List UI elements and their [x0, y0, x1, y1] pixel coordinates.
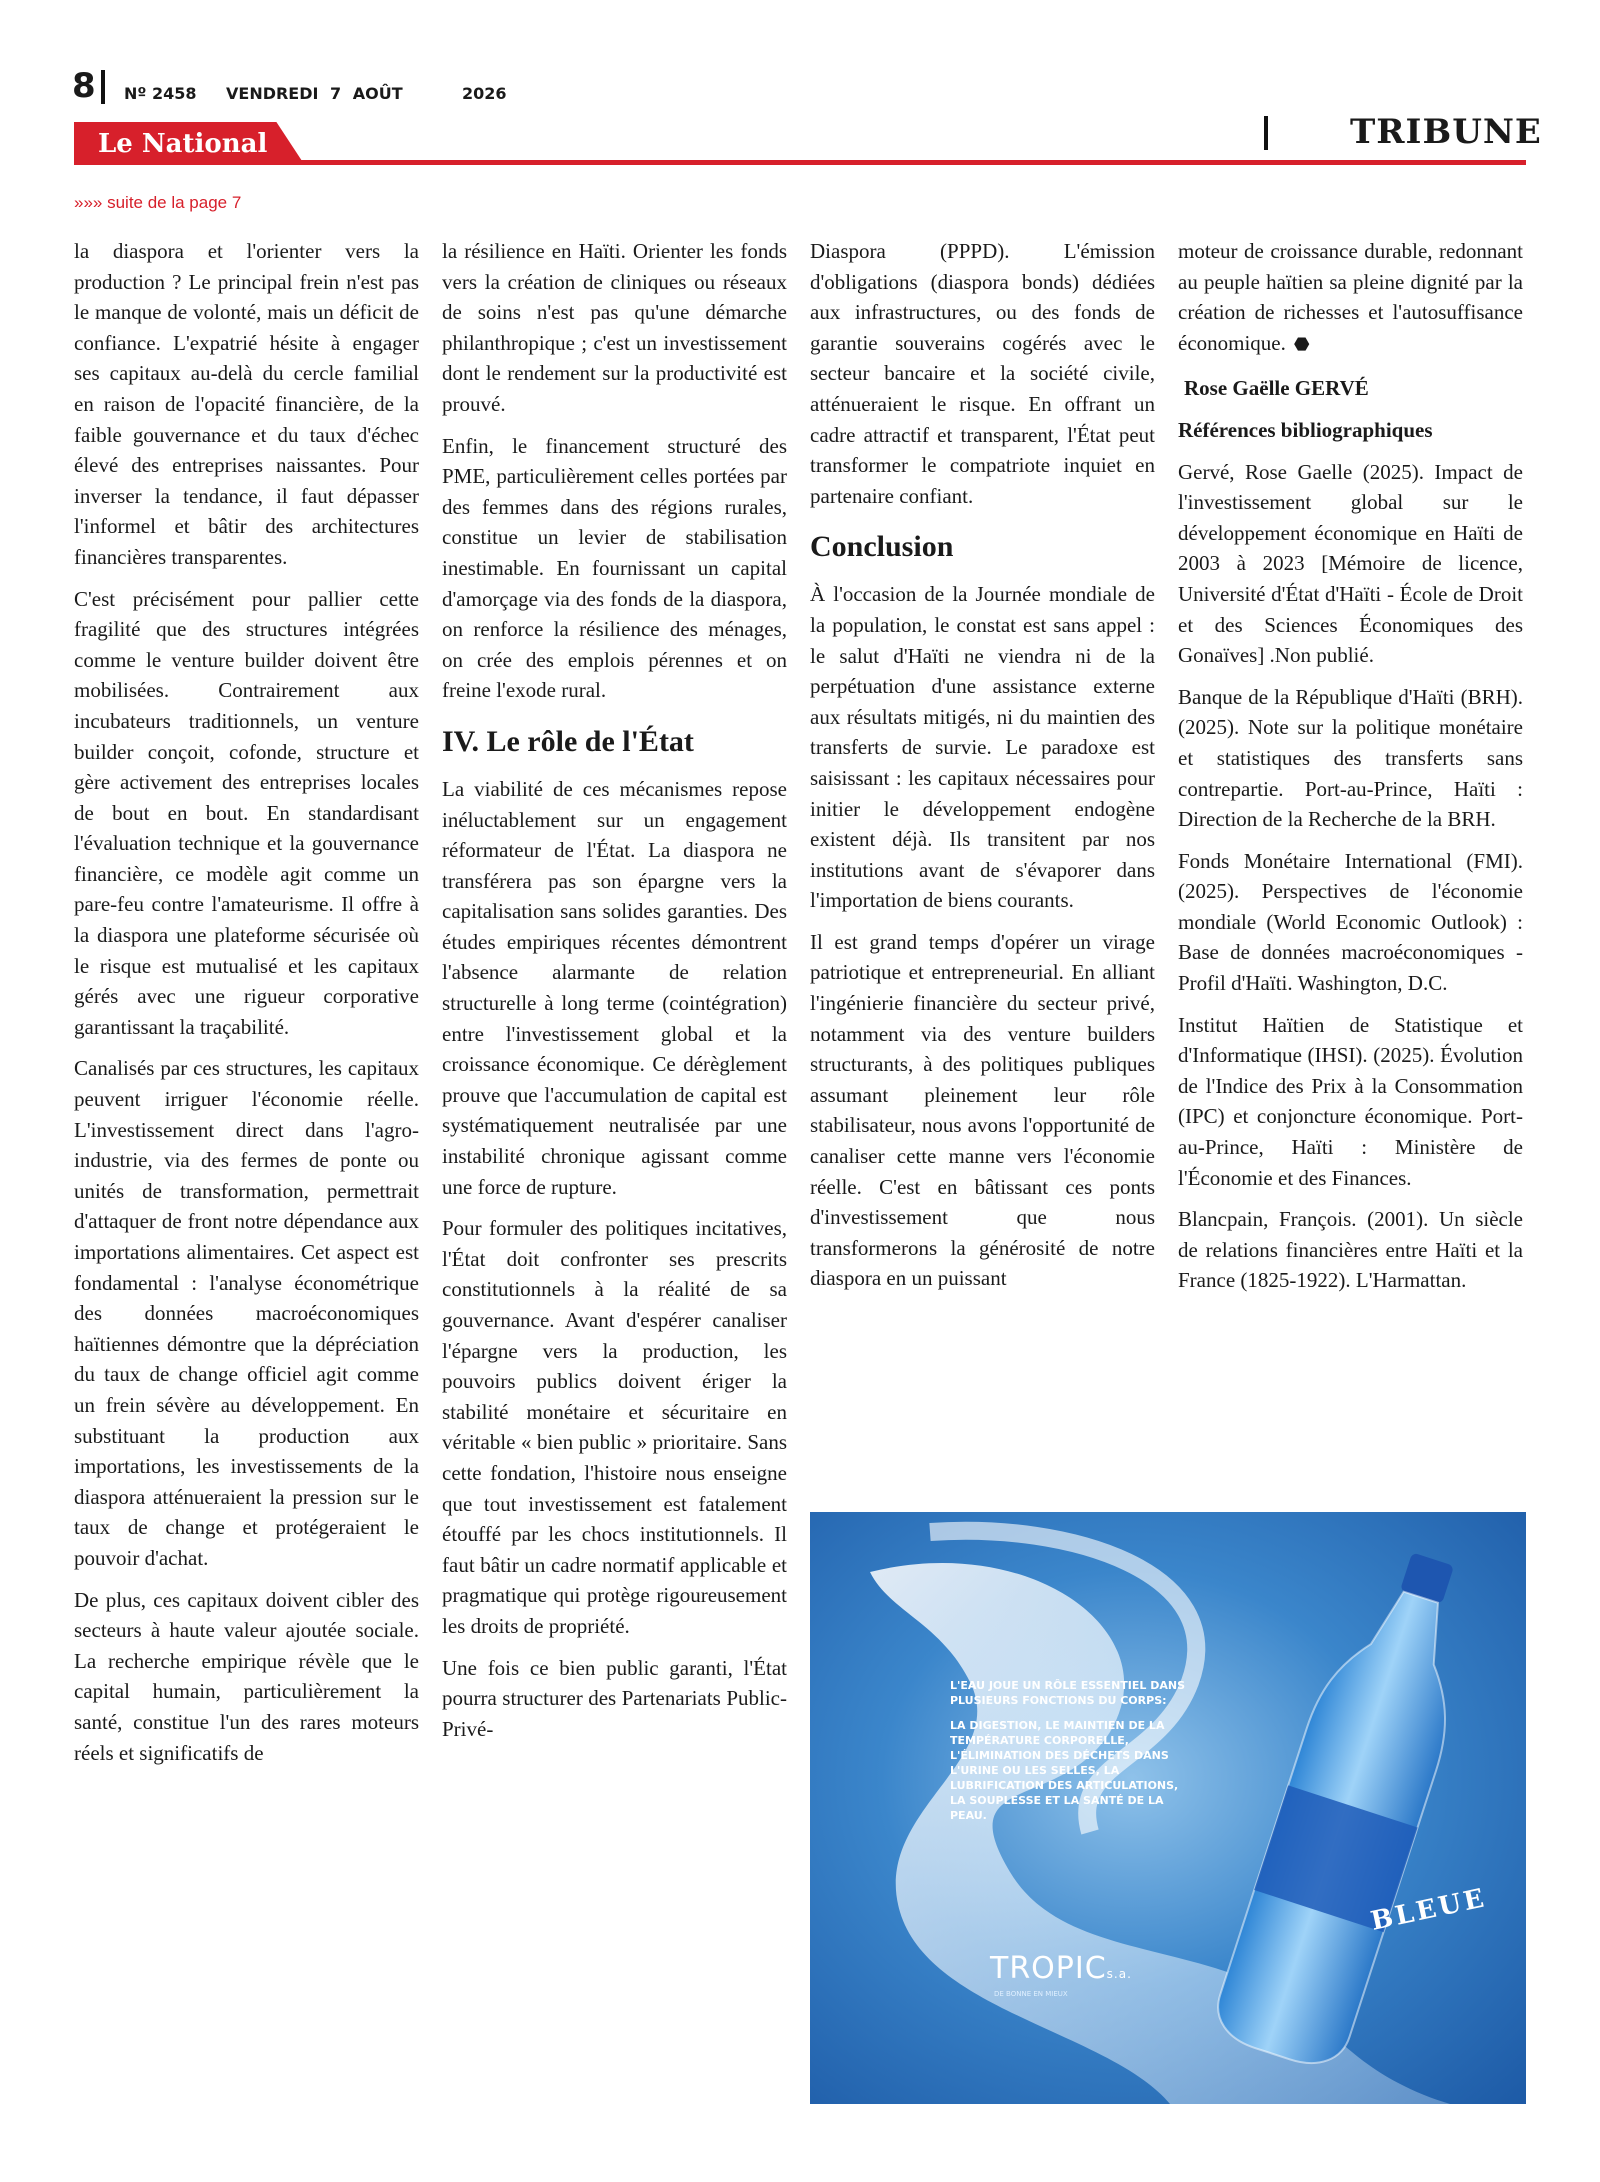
- logo-suffix: s.a.: [1106, 1967, 1132, 1981]
- page-number: 8: [72, 66, 96, 106]
- reference-item: Blancpain, François. (2001). Un siècle de relations financières entre Haïti et la France (1825-1922). L'Harmattan.: [1178, 1207, 1523, 1293]
- header-divider: [101, 70, 105, 104]
- reference-item: Fonds Monétaire International (FMI). (2025). Perspectives de l'économie mondiale (World Economic Outlook) : Base de données macroéconomiques - Profil d'Haïti. Washington, D.C.: [1178, 848, 1523, 996]
- ad-copy: [950, 1678, 1190, 1823]
- author-byline: Rose Gaëlle GERVÉ: [1184, 376, 1369, 401]
- logo-wordmark: TROPIC: [990, 1951, 1107, 1986]
- references-heading: Références bibliographiques: [1178, 417, 1433, 442]
- end-of-article-icon: ⬣: [1293, 333, 1310, 354]
- article-column-1: [74, 236, 419, 1779]
- reference-item: Gervé, Rose Gaelle (2025). Impact de l'investissement global sur le développement économique en Haïti de 2003 à 2023 [Mémoire de licence, Université d'État d'Haïti - École de Droit et des Sciences Économiques des Gonaïves] .Non publié.: [1178, 459, 1523, 668]
- continued-from-link[interactable]: »»» suite de la page 7: [74, 193, 242, 212]
- logo-tagline: DE BONNE EN MIEUX: [994, 1990, 1068, 1998]
- paragraph: la résilience en Haïti. Orienter les fonds vers la création de cliniques ou réseaux de soins n'est pas qu'une démarche philanthropique ; c'est un investissement dont le rendement sur la productivité est prouvé.: [442, 239, 787, 416]
- paragraph: Canalisés par ces structures, les capitaux peuvent irriguer l'économie réelle. L'investissement direct dans l'agro-industrie, via des fermes de ponte ou unités de transformation, permettrait d'attaquer de front notre dépendance aux importations alimentaires. Cet aspect est fondamental : l'analyse économétrique des données macroéconomiques haïtiennes démontre que la dépréciation du taux de change officiel agit comme un frein sévère au développement. En substituant la production aux importations, les investissements de la diaspora atténueraient la pression sur le taux de change et protégeraient le pouvoir d'achat.: [74, 1056, 419, 1570]
- section-heading: IV. Le rôle de l'État: [442, 724, 694, 758]
- newspaper-logo: Le National: [98, 129, 268, 159]
- reference-item: Banque de la République d'Haïti (BRH). (2025). Note sur la politique monétaire et statistiques des transferts sans contrepartie. Port-au-Prince, Haïti : Direction de la Recherche de la BRH.: [1178, 684, 1523, 832]
- water-advertisement: [810, 1512, 1526, 2104]
- ad-body: LA DIGESTION, LE MAINTIEN DE LA TEMPÉRATURE CORPORELLE, L'ÉLIMINATION DES DÉCHETS DANS L'URINE OU LES SELLES, LA LUBRIFICATION DES ARTICULATIONS, LA SOUPLESSE ET LA SANTÉ DE LA PEAU.: [950, 1719, 1179, 1822]
- reference-item: Institut Haïtien de Statistique et d'Informatique (IHSI). (2025). Évolution de l'Indice des Prix à la Consommation (IPC) et conjoncture économique. Port-au-Prince, Haïti : Ministère de l'Économie et des Finances.: [1178, 1012, 1523, 1190]
- paragraph: la diaspora et l'orienter vers la production ? Le principal frein n'est pas le manque de volonté, mais un déficit de confiance. L'expatrié hésite à engager ses capitaux au-delà du cercle familial en raison de l'opacité financière, de la faible gouvernance et du taux d'échec élevé des entreprises naissantes. Pour inverser la tendance, il faut dépasser l'informel et bâtir des architectures financières transparentes.: [74, 239, 419, 569]
- article-column-2: [442, 236, 787, 1755]
- bottle-brand-label: BLEUE: [1368, 1883, 1490, 1937]
- article-column-4: [1178, 236, 1523, 1307]
- paragraph: Il est grand temps d'opérer un virage patriotique et entrepreneurial. En alliant l'ingénierie financière du secteur privé, notamment via des venture builders structurants, à des politiques publiques assumant pleinement leur rôle stabilisateur, nous avons l'opportunité de canaliser cette manne vers l'économie réelle. C'est en bâtissant ces ponts d'investissement que nous transformerons la générosité de notre diaspora en un puissant: [810, 929, 1155, 1291]
- issue-number: Nº 2458: [124, 84, 197, 103]
- paragraph: Une fois ce bien public garanti, l'État pourra structurer des Partenariats Public-Privé-: [442, 1655, 787, 1741]
- issue-date: VENDREDI 7 AOÛT: [226, 84, 403, 103]
- article-column-3: [810, 236, 1155, 1516]
- section-divider: [1264, 116, 1268, 150]
- paragraph: Enfin, le financement structuré des PME, particulièrement celles portées par des femmes dans des régions rurales, constitue un levier de stabilisation inestimable. En fournissant un capital d'amorçage via des fonds de la diaspora, on renforce la résilience des ménages, on crée des emplois pérennes et on freine l'exode rural.: [442, 433, 787, 703]
- paragraph: Pour formuler des politiques incitatives, l'État doit confronter ses prescrits constitutionnels à la réalité de sa gouvernance. Avant d'espérer canaliser l'épargne vers la production, les pouvoirs publics doivent ériger la stabilité monétaire et sécuritaire en véritable « bien public » prioritaire. Sans cette fondation, l'histoire nous enseigne que tout investissement est fatalement étouffé par les chocs institutionnels. Il faut bâtir un cadre normatif applicable et pragmatique qui protège rigoureusement les droits de propriété.: [442, 1216, 787, 1638]
- paragraph: [1178, 236, 1523, 359]
- paragraph: C'est précisément pour pallier cette fragilité que des structures intégrées comme le venture builder doivent être mobilisées. Contrairement aux incubateurs traditionnels, un venture builder conçoit, cofonde, structure et gère activement des entreprises locales de bout en bout. En standardisant l'évaluation technique et la gouvernance financière, ce modèle agit comme un pare-feu contre l'amateurisme. Il offre à la diaspora une plateforme sécurisée où le risque est mutualisé et les capitaux gérés avec une rigueur corporative garantissant la traçabilité.: [74, 586, 419, 1039]
- advertiser-logo: [990, 1952, 1132, 1991]
- paragraph: Diaspora (PPPD). L'émission d'obligations (diaspora bonds) dédiées aux infrastructures, ou des fonds de garantie souverains cogérés avec le secteur bancaire et la société civile, atténueraient le risque. En offrant un cadre attractif et transparent, l'État peut transformer le compatriote inquiet en partenaire confiant.: [810, 239, 1155, 508]
- paragraph: De plus, ces capitaux doivent cibler des secteurs à haute valeur ajoutée sociale. La recherche empirique révèle que le capital humain, particulièrement la santé, constitue l'un des rares moteurs réels et significatifs de: [74, 1587, 419, 1765]
- header-rule: [74, 160, 1526, 165]
- paragraph: À l'occasion de la Journée mondiale de la population, le constat est sans appel : le salut d'Haïti ne viendra ni de la perpétuation d'une assistance externe aux résultats mitigés, ni du maintien des transferts de survie. Le paradoxe est saisissant : les capitaux nécessaires pour initier le développement endogène existent déjà. Ils transitent par nos institutions avant de s'évaporer dans l'importation de biens courants.: [810, 582, 1155, 913]
- issue-year: 2026: [462, 84, 507, 103]
- section-title: TRIBUNE: [1350, 112, 1542, 152]
- ad-headline: L'EAU JOUE UN RÔLE ESSENTIEL DANS PLUSIEURS FONCTIONS DU CORPS:: [950, 1679, 1185, 1707]
- section-heading: Conclusion: [810, 530, 954, 564]
- water-bottle: [1208, 1538, 1498, 2075]
- paragraph: La viabilité de ces mécanismes repose inéluctablement sur un engagement réformateur de l'État. La diaspora ne transférera pas son épargne vers la capitalisation sans solides garanties. Des études empiriques récentes démontrent l'absence alarmante de relation structurelle à long terme (cointégration) entre l'investissement global et la croissance économique. Ce dérèglement prouve que l'accumulation de capital est systématiquement neutralisée par une instabilité chronique agissant comme une force de rupture.: [442, 776, 787, 1199]
- paragraph-text: moteur de croissance durable, redonnant au peuple haïtien sa pleine dignité par la création de richesses et l'autosuffisance économique.: [1178, 239, 1523, 355]
